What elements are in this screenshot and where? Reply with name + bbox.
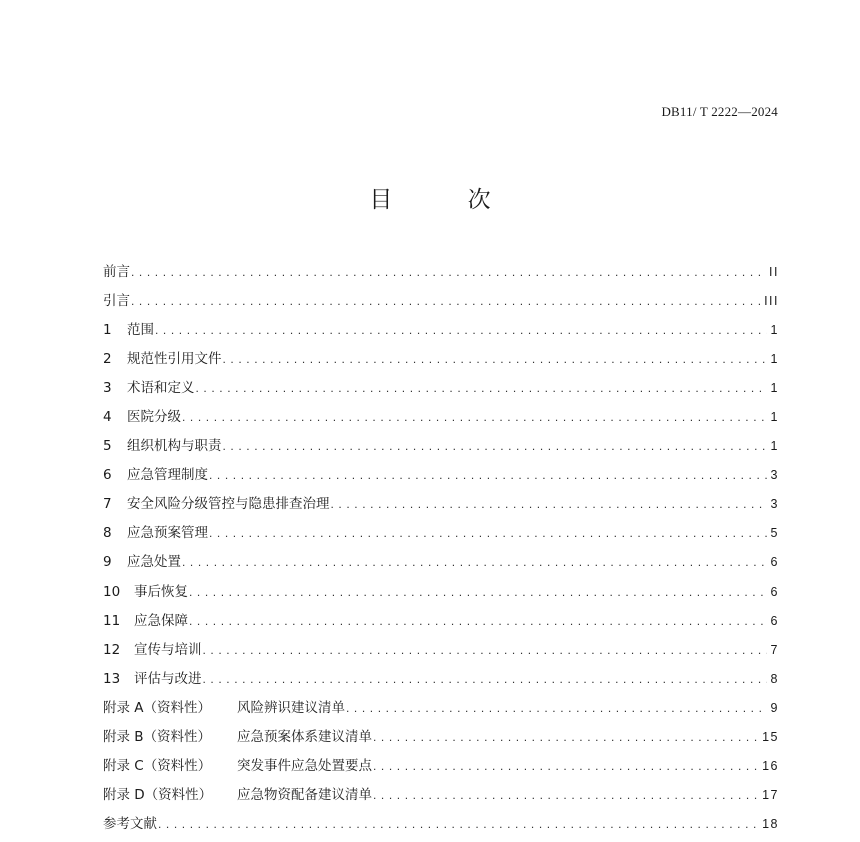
toc-entry-5[interactable] (103, 432, 779, 461)
toc-appendix-number: 附录 B（资料性） (103, 728, 212, 745)
toc-page-number: 7 (770, 642, 779, 657)
toc-page-number: III (764, 294, 779, 309)
toc-dot-leader (131, 258, 765, 287)
toc-entry-number: 5 (103, 438, 112, 455)
toc-dot-leader (209, 461, 767, 490)
toc-entry-number: 7 (103, 496, 112, 513)
toc-entry-number: 1 (103, 322, 112, 339)
toc-dot-leader (182, 403, 767, 432)
toc-dot-leader (373, 752, 758, 781)
toc-entry-number: 10 (103, 583, 121, 600)
toc-entry-3[interactable] (103, 374, 779, 403)
toc-entry-11[interactable] (103, 607, 779, 636)
toc-dot-leader (331, 490, 767, 519)
toc-dot-leader (203, 665, 767, 694)
toc-appendix-number: 附录 A（资料性） (103, 699, 212, 716)
toc-page-number: 1 (770, 323, 779, 338)
toc-dot-leader (189, 578, 767, 607)
toc-dot-leader (203, 636, 767, 665)
toc-entry-12[interactable] (103, 636, 779, 665)
toc-dot-leader (189, 607, 767, 636)
toc-entry-label: 评估与改进 (134, 670, 202, 687)
toc-entry-appendix-b[interactable] (103, 723, 779, 752)
toc-dot-leader (223, 345, 767, 374)
toc-entry-number: 13 (103, 670, 121, 687)
toc-page-number: 1 (770, 381, 779, 396)
toc-dot-leader (373, 723, 758, 752)
toc-entry-label: 应急预案管理 (127, 525, 208, 542)
toc-page-number: 16 (762, 758, 779, 773)
toc-entry-label: 应急保障 (134, 612, 188, 629)
toc-dot-leader (182, 548, 767, 577)
toc-entry-label: 引言 (103, 293, 130, 310)
toc-title: 目 次 (369, 187, 525, 213)
toc-dot-leader (155, 316, 767, 345)
toc-dot-leader (223, 432, 767, 461)
toc-entry-label: 规范性引用文件 (127, 351, 222, 368)
toc-entry-7[interactable] (103, 490, 779, 519)
toc-entry-label: 事后恢复 (134, 583, 188, 600)
toc-dot-leader (209, 519, 767, 548)
toc-page-number: 5 (770, 526, 779, 541)
toc-entry-label: 安全风险分级管控与隐患排查治理 (127, 496, 330, 513)
table-of-contents (103, 258, 779, 839)
toc-entry-introduction[interactable] (103, 287, 779, 316)
toc-page-number: 18 (762, 816, 779, 831)
toc-entry-label: 参考文献 (103, 815, 157, 832)
toc-entry-appendix-d[interactable] (103, 781, 779, 810)
toc-page-number: 3 (770, 497, 779, 512)
toc-entry-2[interactable] (103, 345, 779, 374)
toc-entry-label: 范围 (127, 322, 154, 339)
toc-entry-label: 前言 (103, 264, 130, 280)
toc-dot-leader (196, 374, 767, 403)
toc-page-number: 6 (770, 555, 779, 570)
toc-entry-8[interactable] (103, 519, 779, 548)
toc-entry-number: 2 (103, 351, 112, 368)
toc-entry-number: 11 (103, 612, 121, 629)
toc-entry-appendix-c[interactable] (103, 752, 779, 781)
toc-entry-number: 8 (103, 525, 112, 542)
toc-entry-number: 12 (103, 641, 121, 658)
toc-appendix-number: 附录 D（资料性） (103, 786, 213, 803)
toc-entry-number: 9 (103, 554, 112, 571)
toc-entry-label: 应急预案体系建议清单 (237, 728, 372, 745)
toc-page-number: 8 (770, 671, 779, 686)
toc-entry-label: 宣传与培训 (134, 641, 202, 658)
toc-entry-number: 3 (103, 380, 112, 397)
toc-entry-label: 应急管理制度 (127, 467, 208, 484)
toc-entry-10[interactable] (103, 578, 779, 607)
toc-page-number: 6 (770, 584, 779, 599)
toc-entry-label: 组织机构与职责 (127, 438, 222, 455)
toc-page-number: 1 (770, 352, 779, 367)
toc-entry-9[interactable] (103, 548, 779, 577)
toc-dot-leader (373, 781, 758, 810)
toc-page-number: 17 (762, 787, 779, 802)
toc-page-number: 1 (770, 439, 779, 454)
document-code: DB11/ T 2222—2024 (661, 104, 778, 119)
toc-entry-label: 突发事件应急处置要点 (237, 757, 372, 774)
toc-entry-6[interactable] (103, 461, 779, 490)
toc-entry-label: 术语和定义 (127, 380, 195, 397)
toc-dot-leader (158, 810, 758, 839)
toc-page-number: 9 (770, 700, 779, 715)
toc-entry-references[interactable] (103, 810, 779, 839)
toc-entry-label: 医院分级 (127, 409, 181, 426)
toc-entry-4[interactable] (103, 403, 779, 432)
toc-entry-number: 4 (103, 409, 112, 426)
toc-entry-foreword[interactable] (103, 258, 779, 287)
toc-page-number: II (769, 265, 779, 279)
toc-entry-13[interactable] (103, 665, 779, 694)
toc-entry-appendix-a[interactable] (103, 694, 779, 723)
toc-page-number: 3 (770, 468, 779, 483)
toc-page-number: 1 (770, 410, 779, 425)
toc-entry-number: 6 (103, 467, 112, 484)
toc-entry-1[interactable] (103, 316, 779, 345)
toc-appendix-number: 附录 C（资料性） (103, 757, 212, 774)
toc-entry-label: 应急处置 (127, 554, 181, 571)
toc-page-number: 15 (762, 729, 779, 744)
toc-entry-label: 应急物资配备建议清单 (237, 786, 372, 803)
toc-dot-leader (131, 287, 760, 316)
toc-dot-leader (346, 694, 767, 723)
toc-entry-label: 风险辨识建议清单 (237, 699, 345, 716)
toc-page-number: 6 (770, 613, 779, 628)
